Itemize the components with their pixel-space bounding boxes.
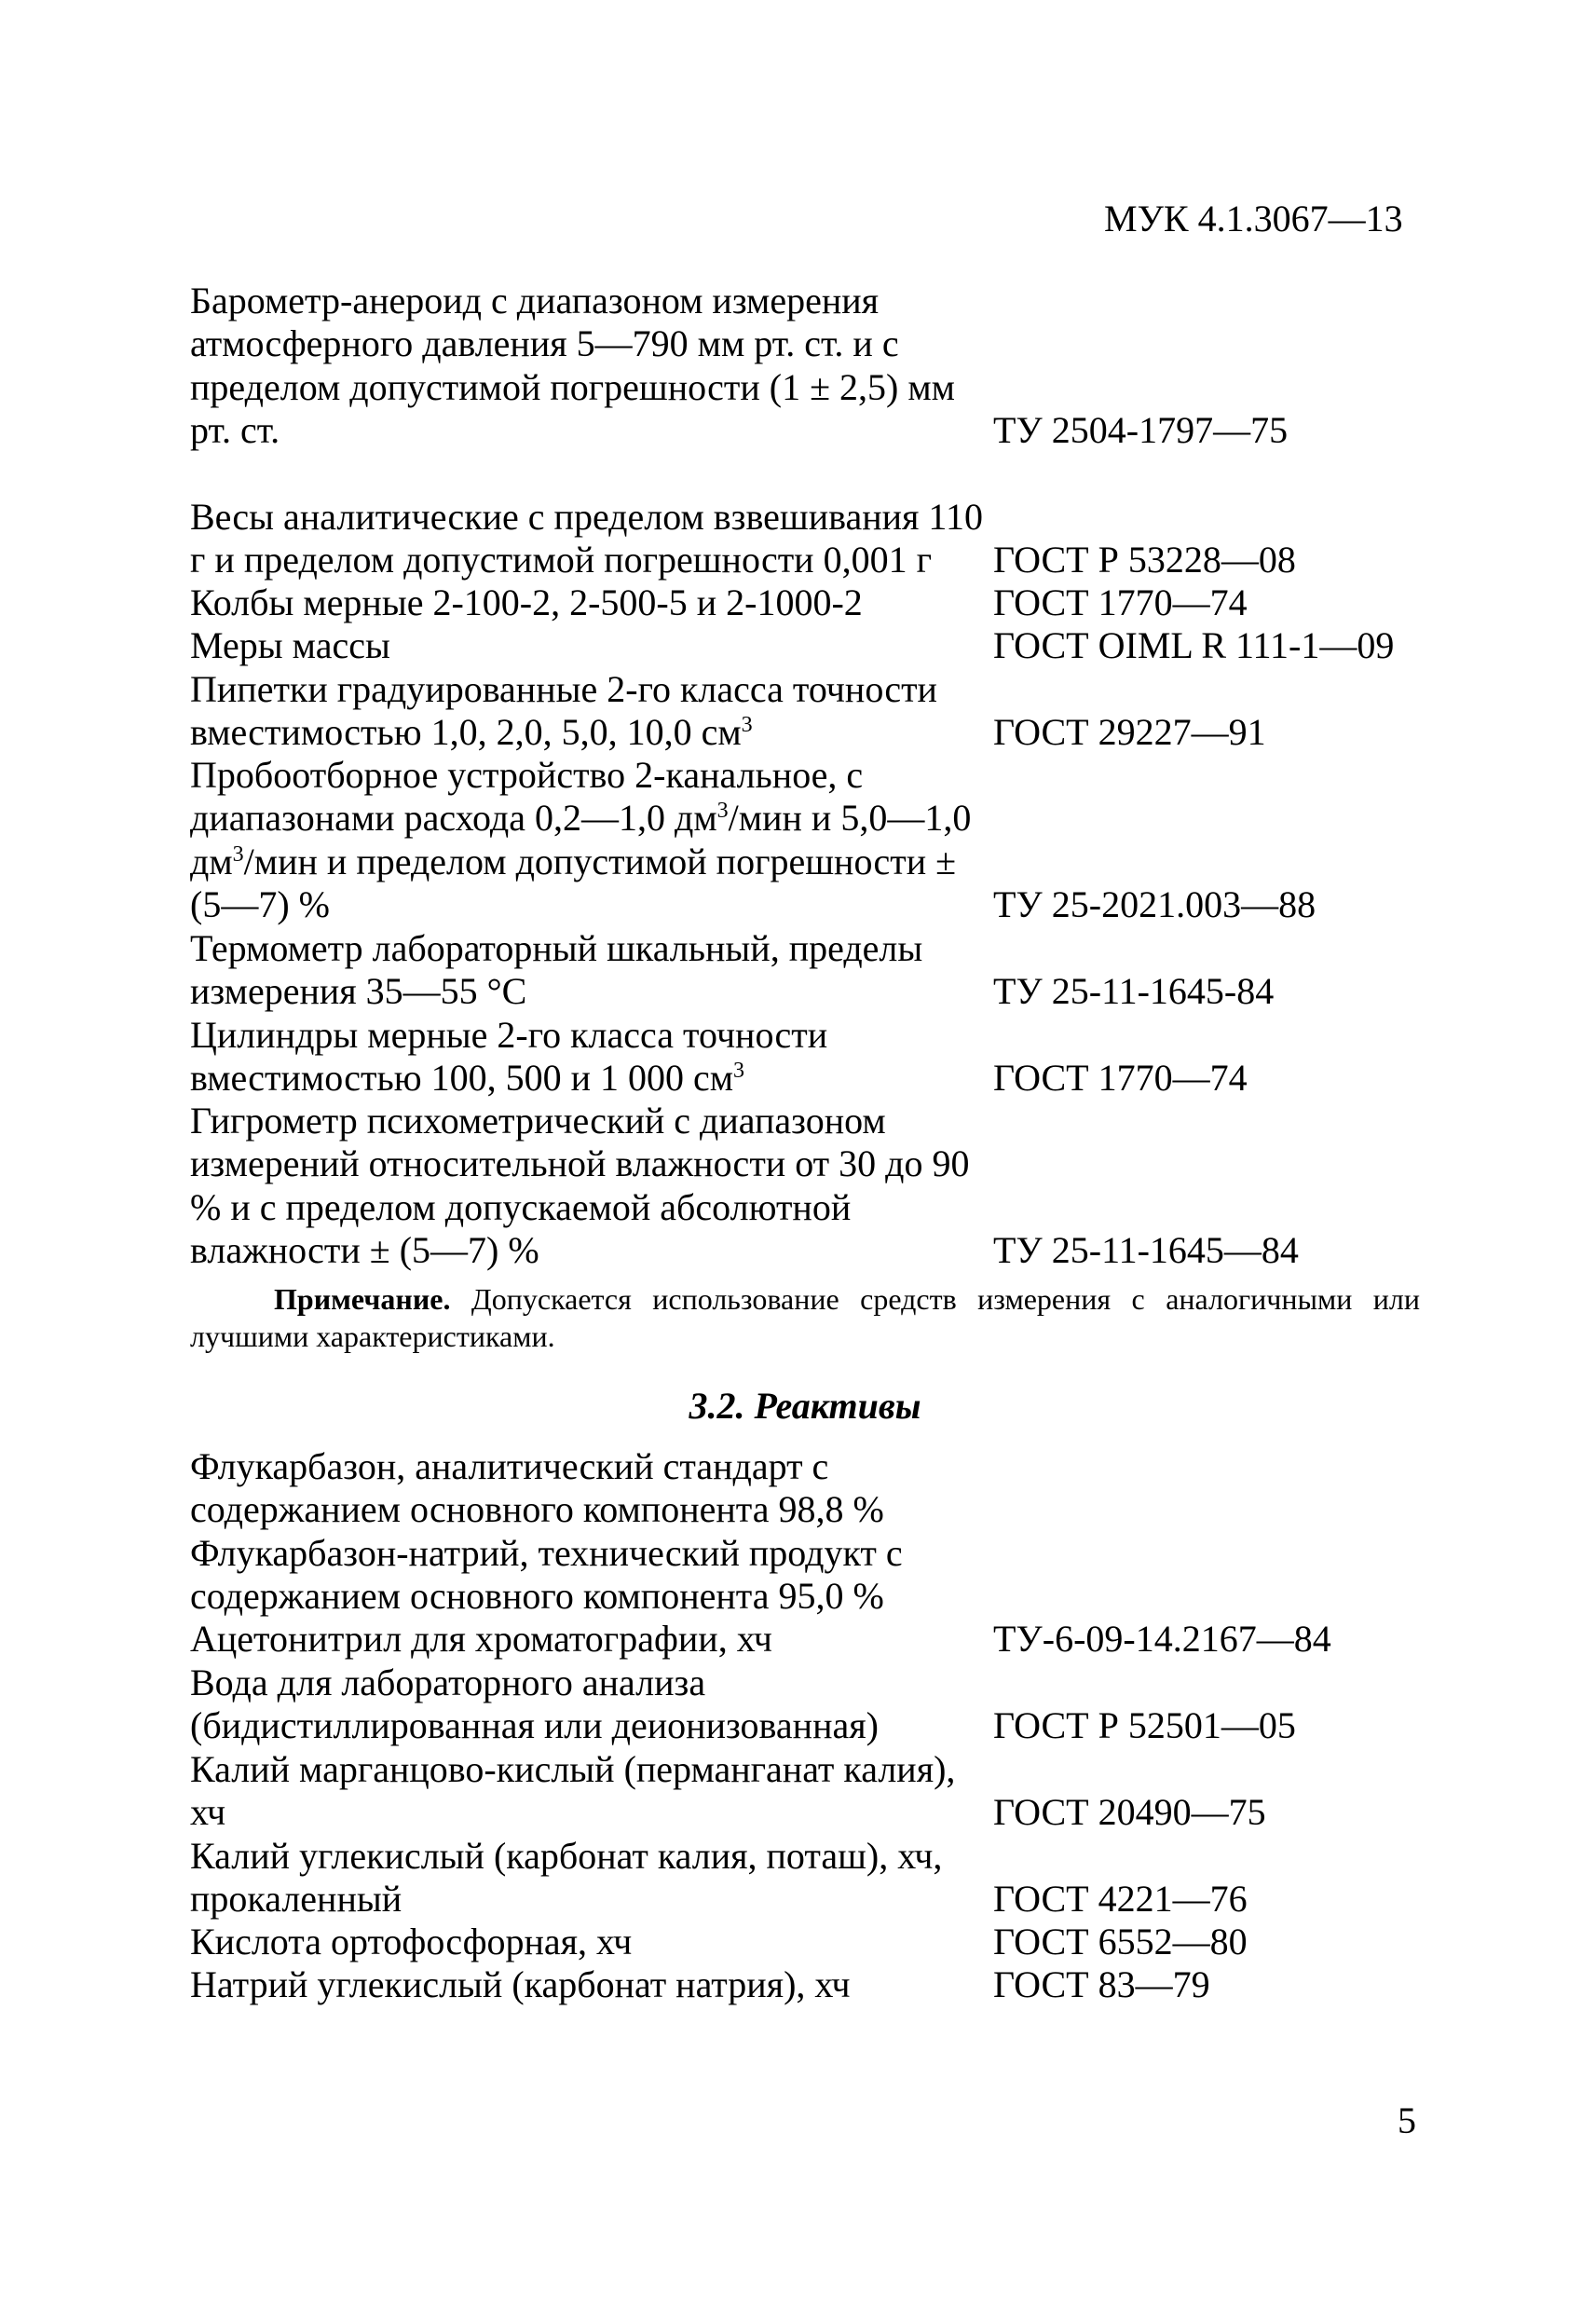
item-description: Пробоотборное устройство 2-канальное, с диапазонами расхода 0,2—1,0 $дм^3$/мин и 5,0—1,0 $дм^3$/мин и пределом допустимой погрешности ± (5—7) % [190,754,972,925]
superscript: 3 [716,799,729,824]
item-description: Меры массы [190,623,390,666]
list-item [190,667,1394,754]
item-standard: ГОСТ 6552—80 [993,1920,1248,1962]
item-standard: ГОСТ 1770—74 [993,1056,1248,1099]
list-item [190,581,1394,624]
item-standard: ГОСТ 20490—75 [993,1790,1266,1833]
superscript: 3 [741,712,753,737]
list-item [190,280,1394,452]
item-standard: ГОСТ Р 52501—05 [993,1703,1296,1746]
item-description: Вода для лабораторного анализа (бидистиллированная или деионизованная) [190,1661,879,1746]
item-standard: ГОСТ 1770—74 [993,581,1248,623]
item-description: Колбы мерные 2-100-2, 2-500-5 и 2-1000-2 [190,581,863,623]
item-description: Кислота ортофосфорная, хч [190,1920,633,1962]
superscript: 3 [232,841,244,867]
item-standard: ТУ-6-09-14.2167—84 [993,1617,1331,1660]
list-item [190,1834,1331,1921]
list-item [190,1661,1331,1747]
item-standard: ГОСТ OIML R 111-1—09 [993,623,1395,666]
list-item [190,754,1394,926]
list-item [190,624,1394,667]
item-description: Калий марганцово-кислый (перманганат калия), хч [190,1747,956,1833]
item-description: Флукарбазон-натрий, технический продукт с содержанием основного компонента 95,0 % [190,1531,903,1617]
list-item [190,1963,1331,2006]
list-item [190,1747,1331,1834]
instruments-list [190,280,1394,1272]
item-description: Натрий углекислый (карбонат натрия), хч [190,1962,851,2005]
superscript: 3 [733,1058,745,1083]
item-standard: ГОСТ 4221—76 [993,1877,1248,1920]
list-item [190,926,1394,1013]
item-standard: ГОСТ 83—79 [993,1962,1210,2005]
note [190,1280,1420,1355]
item-standard: ТУ 25-11-1645—84 [993,1228,1299,1271]
item-description: Весы аналитические с пределом взвешивания 110 г и пределом допустимой погрешности 0,001 г [190,495,983,581]
item-description: Цилиндры мерные 2-го класса точности вместимостью 100, 500 и 1 000 $см^3$ [190,1013,828,1099]
list-item [190,1100,1394,1272]
item-standard: ТУ 25-2021.003—88 [993,882,1316,925]
item-standard: ТУ 2504-1797—75 [993,408,1289,451]
item-description: Барометр-анероид с диапазоном измерения атмосферного давления 5—790 мм рт. ст. и с пределом допустимой погрешности (1 ± 2,5) мм рт. ст. [190,280,955,451]
note-label: Примечание. [274,1282,451,1316]
page-number: 5 [1398,2099,1416,2141]
list-item [190,1618,1331,1661]
section-title: 3.2. Реактивы [689,1385,921,1427]
list-item [190,1921,1331,1963]
item-description: Ацетонитрил для хроматографии, хч [190,1617,772,1660]
item-description: Флукарбазон, аналитический стандарт с содержанием основного компонента 98,8 % [190,1444,884,1530]
document-code: МУК 4.1.3067—13 [1104,198,1403,239]
item-description: Гигрометр психометрический с диапазоном измерений относительной влажности от 30 до 90 % и с пределом допускаемой абсолютной влажности ± (5—7) % [190,1100,970,1271]
list-item [190,1013,1394,1100]
list-item [190,1531,1331,1618]
reagents-list [190,1444,1331,2006]
note-text: Допускается использование средств измерения с аналогичными или лучшими характеристиками. [190,1282,1420,1353]
item-description: Калий углекислый (карбонат калия, поташ), хч, прокаленный [190,1834,943,1920]
item-description: Пипетки градуированные 2-го класса точности вместимостью 1,0, 2,0, 5,0, 10,0 $см^3$ [190,667,937,753]
item-standard: ГОСТ Р 53228—08 [993,538,1296,581]
item-standard: ТУ 25-11-1645-84 [993,969,1275,1012]
item-description: Термометр лабораторный шкальный, пределы измерения 35—55 °С [190,926,923,1012]
list-item [190,452,1394,581]
item-standard: ГОСТ 29227—91 [993,710,1266,753]
list-item [190,1444,1331,1531]
